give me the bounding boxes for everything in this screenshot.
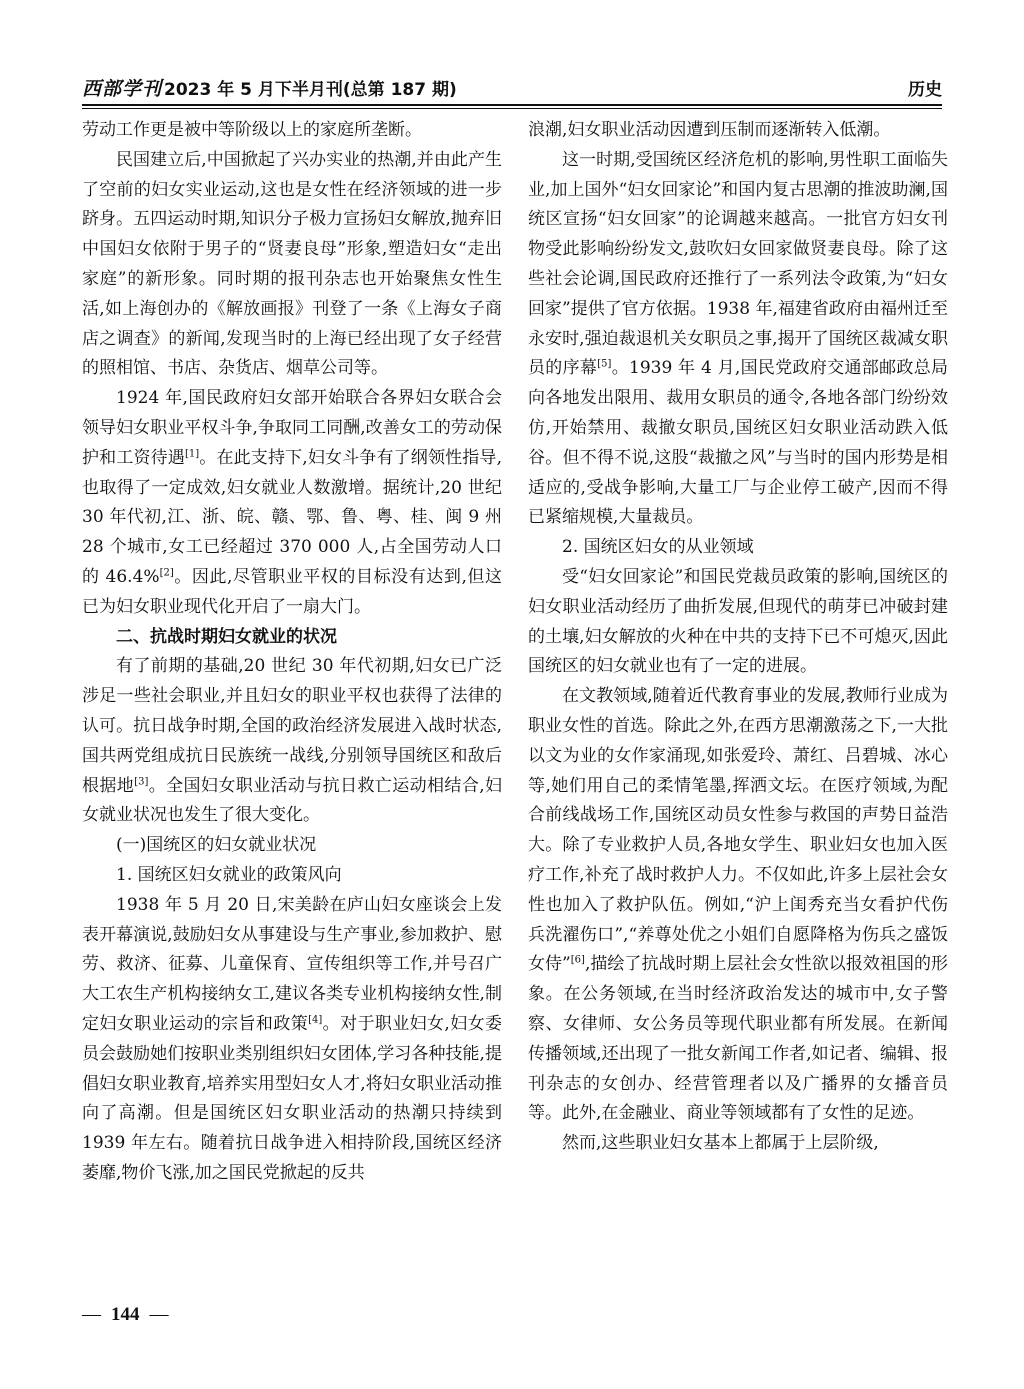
citation: [5]	[597, 358, 612, 370]
paragraph: 然而,这些职业妇女基本上都属于上层阶级,	[562, 1133, 879, 1154]
page-header	[82, 70, 942, 104]
paragraph: 这一时期,受国统区经济危机的影响,男性职工面临失业,加上国外“妇女回家论”和国内复古思潮的推波助澜,国统区宣扬“妇女回家”的论调越来越高。一批官方妇女刊物受此影响纷纷发文,鼓吹妇女回家做贤妻良母。除了这些社会论调,国民政府还推行了一系列法令政策,为“妇女回家”提供了官方依据。1938 年,福建省政府由福州迁至永安时,强迫裁退机关女职员之事,揭开了国统区裁减女职员的序幕[5]。1939 年 4 月,国民党政府交通部邮政总局向各地发出限用、裁用女职员的通令,各地各部门纷纷效仿,开始禁用、裁撤女职员,国统区妇女职业活动跌入低谷。但不得不说,这股“裁撤之风”与当时的国内形势是相适应的,受战争影响,大量工厂与企业停工破产,因而不得已紧缩规模,大量裁员。	[528, 149, 949, 528]
citation: [4]	[308, 1014, 323, 1026]
journal-masthead	[82, 74, 457, 101]
left-column	[82, 116, 502, 1189]
citation: [6]	[570, 954, 585, 966]
subsubsection-heading: 2. 国统区妇女的从业领域	[562, 537, 754, 558]
journal-logo: 西部学刊	[82, 77, 163, 100]
paragraph: 民国建立后,中国掀起了兴办实业的热潮,并由此产生了空前的妇女实业运动,这也是女性在经济领域的进一步跻身。五四运动时期,知识分子极力宣扬妇女解放,抛弃旧中国妇女依附于男子的“贤妻良母”形象,塑造妇女“走出家庭”的新形象。同时期的报刊杂志也开始聚焦女性生活,如上海创办的《解放画报》刊登了一条《上海女子商店之调查》的新闻,发现当时的上海已经出现了女子经营的照相馆、书店、杂货店、烟草公司等。	[82, 149, 502, 379]
paragraph: 有了前期的基础,20 世纪 30 年代初期,妇女已广泛涉足一些社会职业,并且妇女的职业平权也获得了法律的认可。抗日战争时期,全国的政治经济发展进入战时状态,国共两党组成抗日民族统一战线,分别领导国统区和敌后根据地[3]。全国妇女职业活动与抗日救亡运动相结合,妇女就业状况也发生了很大变化。	[82, 656, 503, 826]
citation: [3]	[134, 775, 149, 787]
section-heading: 二、抗战时期妇女就业的状况	[116, 626, 337, 647]
subsection-heading: (一)国统区的妇女就业状况	[116, 835, 317, 856]
subsubsection-heading: 1. 国统区妇女就业的政策风向	[116, 864, 342, 885]
header-rule-thick	[82, 104, 942, 106]
header-rule-thin	[82, 108, 942, 109]
issue-info: 2023 年 5 月下半月刊(总第 187 期)	[164, 79, 457, 100]
paragraph: 1924 年,国民政府妇女部开始联合各界妇女联合会领导妇女职业平权斗争,争取同工同酬,改善女工的劳动保护和工资待遇[1]。在此支持下,妇女斗争有了纲领性指导,也取得了一定成效,妇女就业人数激增。据统计,20 世纪 30 年代初,江、浙、皖、赣、鄂、鲁、粤、桂、闽 9 州 28 个城市,女工已经超过 370 000 人,占全国劳动人口的 46.4%[2]。因此,尽管职业平权的目标没有达到,但这已为妇女职业现代化开启了一扇大门。	[82, 388, 502, 617]
paragraph: 1938 年 5 月 20 日,宋美龄在庐山妇女座谈会上发表开幕演说,鼓励妇女从事建设与生产事业,参加救护、慰劳、救济、征募、儿童保育、宣传组织等工作,并号召广大工农生产机构接纳女工,建议各类专业机构接纳女性,制定妇女职业运动的宗旨和政策[4]。对于职业妇女,妇女委员会鼓励她们按职业类别组织妇女团体,学习各种技能,提倡妇女职业教育,培养实用型妇女人才,将妇女职业活动推向了高潮。但是国统区妇女职业活动的热潮只持续到 1939 年左右。随着抗日战争进入相持阶段,国统区经济萎靡,物价飞涨,加之国民党掀起的反共	[82, 894, 503, 1183]
paragraph: 受“妇女回家论”和国民党裁员政策的影响,国统区的妇女职业活动经历了曲折发展,但现代的萌芽已冲破封建的土壤,妇女解放的火种在中共的支持下已不可熄灭,因此国统区的妇女就业也有了一定的进展。	[528, 566, 948, 677]
paragraph: 浪潮,妇女职业活动因遭到压制而逐渐转入低潮。	[528, 120, 891, 140]
paragraph: 劳动工作更是被中等阶级以上的家庭所垄断。	[82, 120, 422, 140]
right-column	[528, 116, 948, 1159]
section-name: 历史	[908, 79, 942, 100]
citation: [1]	[184, 448, 200, 460]
paragraph: 在文教领域,随着近代教育事业的发展,教师行业成为职业女性的首选。除此之外,在西方思潮激荡之下,一大批以文为业的女作家涌现,如张爱玲、萧红、吕碧城、冰心等,她们用自己的柔情笔墨,挥洒文坛。在医疗领域,为配合前线战场工作,国统区动员女性参与救国的声势日益浩大。除了专业救护人员,各地女学生、职业妇女也加入医疗工作,补充了战时救护人力。不仅如此,许多上层社会女性也加入了救护队伍。例如,“沪上闺秀充当女看护代伤兵洗濯伤口”,“养尊处优之小姐们自愿降格为伤兵之盛饭女侍”[6],描绘了抗战时期上层社会女性欲以报效祖国的形象。在公务领域,在当时经济政治发达的城市中,女子警察、女律师、女公务员等现代职业都有所发展。在新闻传播领域,还出现了一批女新闻工作者,如记者、编辑、报刊杂志的女创办、经营管理者以及广播界的女播音员等。此外,在金融业、商业等领域都有了女性的足迹。	[528, 686, 948, 1124]
page-number: — 144 —	[82, 1304, 169, 1325]
citation: [2]	[159, 567, 174, 579]
